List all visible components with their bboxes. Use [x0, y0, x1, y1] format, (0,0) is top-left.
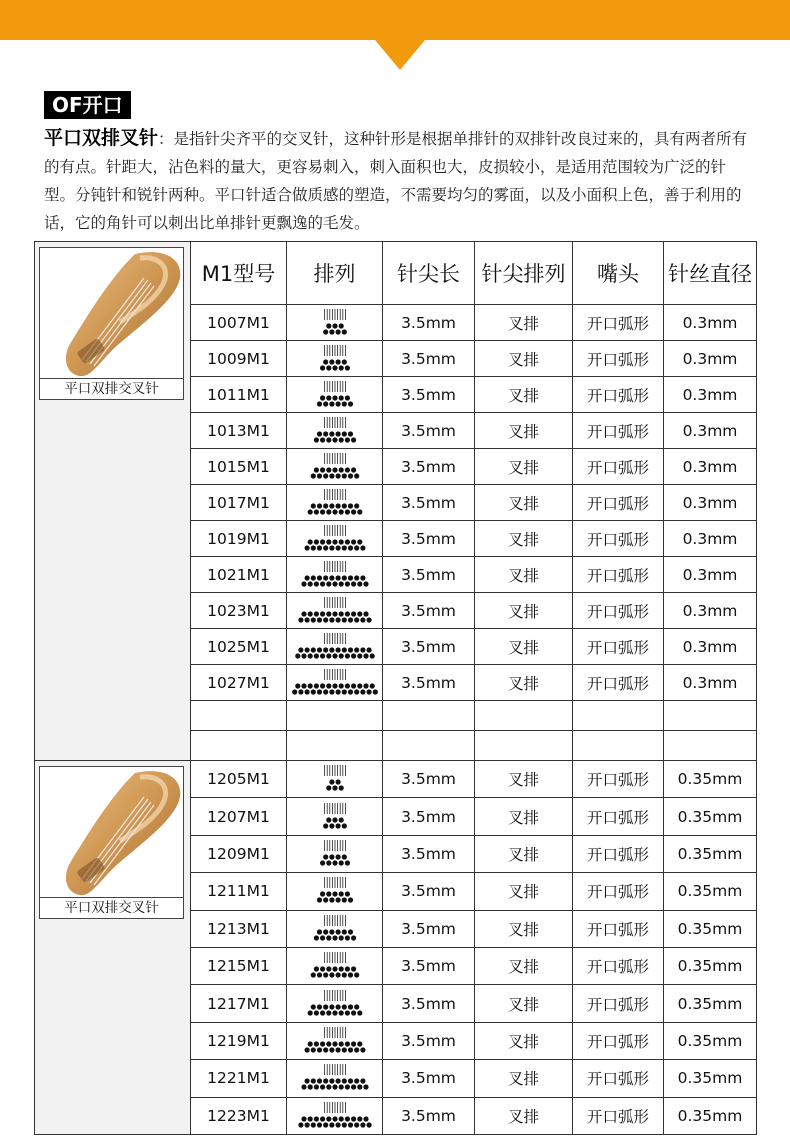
- arrangement-cell: [287, 629, 383, 665]
- tip-arrangement-cell: 叉排: [475, 665, 573, 701]
- empty-cell: [383, 701, 475, 731]
- intro-paragraph: [44, 124, 754, 237]
- tip-cell: 开口弧形: [573, 485, 664, 521]
- model-cell: 1023M1: [191, 593, 287, 629]
- empty-cell: [573, 731, 664, 761]
- tip-cell: 开口弧形: [573, 1060, 664, 1097]
- table-row: [35, 761, 757, 798]
- empty-cell: [191, 701, 287, 731]
- tip-arrangement-cell: 叉排: [475, 485, 573, 521]
- arrangement-cell: [287, 1097, 383, 1134]
- needle-dots-icon: [287, 914, 383, 944]
- needle-dots-icon: [287, 344, 383, 374]
- arrangement-cell: [287, 761, 383, 798]
- diameter-cell: 0.3mm: [664, 449, 757, 485]
- tip-arrangement-cell: 叉排: [475, 449, 573, 485]
- tip-cell: 开口弧形: [573, 341, 664, 377]
- column-header: 嘴头: [573, 242, 664, 305]
- arrangement-cell: [287, 1060, 383, 1097]
- model-cell: 1205M1: [191, 761, 287, 798]
- model-cell: 1015M1: [191, 449, 287, 485]
- length-cell: 3.5mm: [383, 341, 475, 377]
- length-cell: 3.5mm: [383, 413, 475, 449]
- diameter-cell: 0.35mm: [664, 947, 757, 984]
- diameter-cell: 0.3mm: [664, 593, 757, 629]
- length-cell: 3.5mm: [383, 521, 475, 557]
- needle-cartridge-image: [40, 248, 183, 378]
- needle-dots-icon: [287, 764, 383, 794]
- length-cell: 3.5mm: [383, 985, 475, 1022]
- tip-arrangement-cell: 叉排: [475, 1060, 573, 1097]
- needle-dots-icon: [287, 632, 383, 662]
- model-cell: 1213M1: [191, 910, 287, 947]
- needle-dots-icon: [287, 1026, 383, 1056]
- tip-arrangement-cell: 叉排: [475, 1097, 573, 1134]
- product-caption: 平口双排交叉针: [40, 378, 183, 399]
- model-cell: 1021M1: [191, 557, 287, 593]
- tip-arrangement-cell: 叉排: [475, 873, 573, 910]
- diameter-cell: 0.3mm: [664, 521, 757, 557]
- needle-dots-icon: [287, 951, 383, 981]
- length-cell: 3.5mm: [383, 593, 475, 629]
- tip-arrangement-cell: 叉排: [475, 377, 573, 413]
- tip-cell: 开口弧形: [573, 798, 664, 835]
- arrangement-cell: [287, 798, 383, 835]
- length-cell: 3.5mm: [383, 557, 475, 593]
- tip-arrangement-cell: 叉排: [475, 798, 573, 835]
- empty-cell: [383, 731, 475, 761]
- model-cell: 1209M1: [191, 835, 287, 872]
- length-cell: 3.5mm: [383, 1097, 475, 1134]
- column-header: M1型号: [191, 242, 287, 305]
- model-cell: 1027M1: [191, 665, 287, 701]
- model-cell: 1219M1: [191, 1022, 287, 1059]
- column-header: 针尖长: [383, 242, 475, 305]
- diameter-cell: 0.3mm: [664, 377, 757, 413]
- model-cell: 1211M1: [191, 873, 287, 910]
- tip-cell: 开口弧形: [573, 413, 664, 449]
- tip-cell: 开口弧形: [573, 910, 664, 947]
- length-cell: 3.5mm: [383, 947, 475, 984]
- tip-arrangement-cell: 叉排: [475, 305, 573, 341]
- diameter-cell: 0.3mm: [664, 485, 757, 521]
- needle-dots-icon: [287, 308, 383, 338]
- diameter-cell: 0.3mm: [664, 557, 757, 593]
- tip-cell: 开口弧形: [573, 629, 664, 665]
- tip-cell: 开口弧形: [573, 449, 664, 485]
- needle-dots-icon: [287, 596, 383, 626]
- needle-dots-icon: [287, 524, 383, 554]
- table-header-row: [35, 242, 757, 305]
- tip-arrangement-cell: 叉排: [475, 835, 573, 872]
- model-cell: 1217M1: [191, 985, 287, 1022]
- arrangement-cell: [287, 485, 383, 521]
- tip-arrangement-cell: 叉排: [475, 761, 573, 798]
- diameter-cell: 0.35mm: [664, 873, 757, 910]
- arrangement-cell: [287, 377, 383, 413]
- arrangement-cell: [287, 910, 383, 947]
- model-cell: 1221M1: [191, 1060, 287, 1097]
- arrangement-cell: [287, 873, 383, 910]
- tip-arrangement-cell: 叉排: [475, 593, 573, 629]
- empty-cell: [287, 731, 383, 761]
- model-cell: 1013M1: [191, 413, 287, 449]
- tip-cell: 开口弧形: [573, 873, 664, 910]
- empty-cell: [664, 731, 757, 761]
- arrangement-cell: [287, 557, 383, 593]
- length-cell: 3.5mm: [383, 305, 475, 341]
- tip-arrangement-cell: 叉排: [475, 521, 573, 557]
- needle-dots-icon: [287, 1101, 383, 1131]
- tip-arrangement-cell: 叉排: [475, 947, 573, 984]
- length-cell: 3.5mm: [383, 798, 475, 835]
- intro-lead: 平口双排叉针: [44, 127, 159, 149]
- length-cell: 3.5mm: [383, 1022, 475, 1059]
- arrangement-cell: [287, 1022, 383, 1059]
- tip-cell: 开口弧形: [573, 521, 664, 557]
- tip-cell: 开口弧形: [573, 835, 664, 872]
- model-cell: 1223M1: [191, 1097, 287, 1134]
- product-image-cell: [35, 761, 191, 1135]
- needle-dots-icon: [287, 989, 383, 1019]
- product-image-box: [39, 766, 184, 919]
- arrangement-cell: [287, 341, 383, 377]
- needle-cartridge-image: [40, 767, 183, 897]
- tip-arrangement-cell: 叉排: [475, 985, 573, 1022]
- model-cell: 1017M1: [191, 485, 287, 521]
- tip-cell: 开口弧形: [573, 305, 664, 341]
- needle-dots-icon: [287, 839, 383, 869]
- spec-table: [34, 241, 757, 1135]
- empty-cell: [287, 701, 383, 731]
- tip-cell: 开口弧形: [573, 947, 664, 984]
- length-cell: 3.5mm: [383, 449, 475, 485]
- tip-cell: 开口弧形: [573, 665, 664, 701]
- column-header: 针丝直径: [664, 242, 757, 305]
- top-orange-notch: [375, 40, 425, 70]
- needle-dots-icon: [287, 560, 383, 590]
- product-caption: 平口双排交叉针: [40, 897, 183, 918]
- tip-arrangement-cell: 叉排: [475, 557, 573, 593]
- arrangement-cell: [287, 593, 383, 629]
- arrangement-cell: [287, 413, 383, 449]
- needle-dots-icon: [287, 802, 383, 832]
- tip-cell: 开口弧形: [573, 761, 664, 798]
- diameter-cell: 0.3mm: [664, 629, 757, 665]
- tip-cell: 开口弧形: [573, 985, 664, 1022]
- length-cell: 3.5mm: [383, 873, 475, 910]
- model-cell: 1215M1: [191, 947, 287, 984]
- tip-cell: 开口弧形: [573, 593, 664, 629]
- tip-cell: 开口弧形: [573, 557, 664, 593]
- tip-cell: 开口弧形: [573, 1022, 664, 1059]
- empty-cell: [664, 701, 757, 731]
- length-cell: 3.5mm: [383, 485, 475, 521]
- empty-cell: [475, 731, 573, 761]
- needle-dots-icon: [287, 488, 383, 518]
- length-cell: 3.5mm: [383, 665, 475, 701]
- diameter-cell: 0.35mm: [664, 1022, 757, 1059]
- top-orange-band: [0, 0, 790, 40]
- tip-cell: 开口弧形: [573, 1097, 664, 1134]
- tip-arrangement-cell: 叉排: [475, 910, 573, 947]
- diameter-cell: 0.3mm: [664, 341, 757, 377]
- model-cell: 1207M1: [191, 798, 287, 835]
- diameter-cell: 0.35mm: [664, 798, 757, 835]
- needle-dots-icon: [287, 452, 383, 482]
- section-badge: OF开口: [44, 91, 131, 119]
- diameter-cell: 0.35mm: [664, 1097, 757, 1134]
- length-cell: 3.5mm: [383, 377, 475, 413]
- length-cell: 3.5mm: [383, 910, 475, 947]
- needle-dots-icon: [287, 876, 383, 906]
- tip-arrangement-cell: 叉排: [475, 1022, 573, 1059]
- length-cell: 3.5mm: [383, 761, 475, 798]
- empty-cell: [573, 701, 664, 731]
- model-cell: 1025M1: [191, 629, 287, 665]
- arrangement-cell: [287, 947, 383, 984]
- diameter-cell: 0.35mm: [664, 985, 757, 1022]
- model-cell: 1009M1: [191, 341, 287, 377]
- tip-cell: 开口弧形: [573, 377, 664, 413]
- model-cell: 1007M1: [191, 305, 287, 341]
- column-header: 排列: [287, 242, 383, 305]
- diameter-cell: 0.3mm: [664, 413, 757, 449]
- model-cell: 1019M1: [191, 521, 287, 557]
- needle-dots-icon: [287, 668, 383, 698]
- diameter-cell: 0.35mm: [664, 910, 757, 947]
- tip-arrangement-cell: 叉排: [475, 341, 573, 377]
- needle-dots-icon: [287, 1063, 383, 1093]
- product-image-box: [39, 247, 184, 400]
- length-cell: 3.5mm: [383, 629, 475, 665]
- diameter-cell: 0.35mm: [664, 761, 757, 798]
- needle-dots-icon: [287, 416, 383, 446]
- intro-text: ：是指针尖齐平的交叉针，这种针形是根据单排针的双排针改良过来的，具有两者所有的有点。针距大，沾色料的量大，更容易刺入，刺入面积也大，皮损较小，是适用范围较为广泛的针型。分钝针和锐针两种。平口针适合做质感的塑造，不需要均匀的雾面，以及小面积上色，善于利用的话，它的角针可以刺出比单排针更飘逸的毛发。: [44, 130, 748, 232]
- empty-cell: [475, 701, 573, 731]
- diameter-cell: 0.3mm: [664, 305, 757, 341]
- arrangement-cell: [287, 985, 383, 1022]
- arrangement-cell: [287, 305, 383, 341]
- arrangement-cell: [287, 449, 383, 485]
- tip-arrangement-cell: 叉排: [475, 629, 573, 665]
- length-cell: 3.5mm: [383, 1060, 475, 1097]
- diameter-cell: 0.3mm: [664, 665, 757, 701]
- diameter-cell: 0.35mm: [664, 1060, 757, 1097]
- arrangement-cell: [287, 835, 383, 872]
- column-header: 针尖排列: [475, 242, 573, 305]
- arrangement-cell: [287, 521, 383, 557]
- model-cell: 1011M1: [191, 377, 287, 413]
- tip-arrangement-cell: 叉排: [475, 413, 573, 449]
- empty-cell: [191, 731, 287, 761]
- diameter-cell: 0.35mm: [664, 835, 757, 872]
- product-image-cell: [35, 242, 191, 761]
- arrangement-cell: [287, 665, 383, 701]
- needle-dots-icon: [287, 380, 383, 410]
- length-cell: 3.5mm: [383, 835, 475, 872]
